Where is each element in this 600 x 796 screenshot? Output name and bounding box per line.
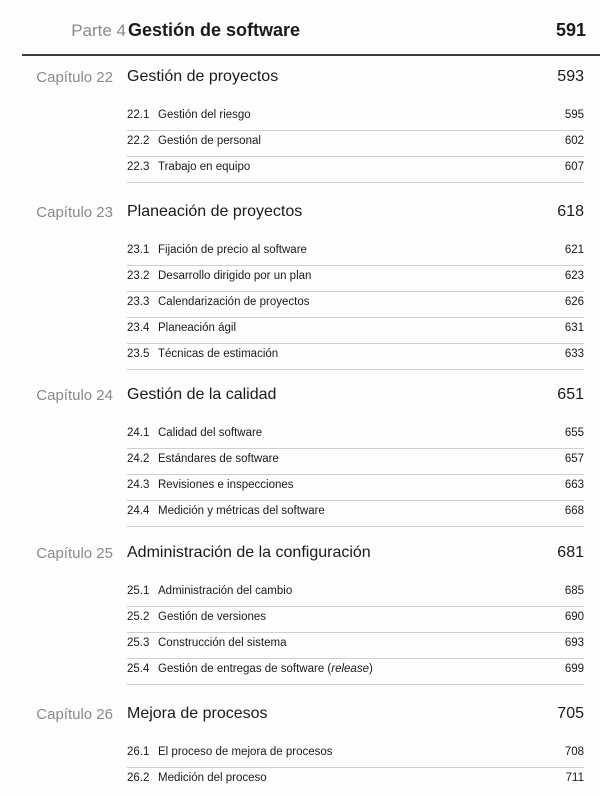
section-number: 23.1 bbox=[127, 244, 150, 256]
chapter-label: Capítulo 25 bbox=[36, 545, 113, 562]
chapter-title: Planeación de proyectos bbox=[127, 203, 303, 220]
section-number: 23.3 bbox=[127, 296, 150, 308]
chapter-page-number: 681 bbox=[557, 544, 584, 561]
toc-entry bbox=[0, 659, 600, 685]
section-title-emphasis: release bbox=[331, 663, 369, 675]
section-title: Calidad del software bbox=[158, 427, 263, 439]
section-page-number: 711 bbox=[565, 772, 584, 784]
toc-entry bbox=[0, 581, 600, 607]
section-title: Gestión de entregas de software (release) bbox=[158, 663, 373, 675]
entry-divider bbox=[127, 182, 584, 183]
section-page-number: 655 bbox=[564, 427, 584, 439]
chapter-label: Capítulo 24 bbox=[36, 387, 113, 404]
section-title: Planeación ágil bbox=[158, 322, 237, 334]
chapter-title: Mejora de procesos bbox=[127, 705, 268, 722]
chapter-26 bbox=[0, 704, 600, 794]
section-title: Fijación de precio al software bbox=[158, 244, 307, 256]
section-title: Calendarización de proyectos bbox=[158, 296, 310, 308]
chapter-title: Administración de la configuración bbox=[127, 544, 371, 561]
entry-divider bbox=[127, 526, 584, 527]
part-page-number: 591 bbox=[555, 20, 586, 40]
section-page-number: 708 bbox=[564, 746, 584, 758]
section-page-number: 623 bbox=[564, 270, 584, 282]
section-page-number: 668 bbox=[564, 505, 584, 517]
toc-entry bbox=[0, 292, 600, 318]
section-title: Construcción del sistema bbox=[158, 637, 287, 649]
chapter-heading bbox=[0, 67, 600, 93]
section-number: 24.1 bbox=[127, 427, 150, 439]
section-page-number: 602 bbox=[564, 135, 584, 147]
section-number: 25.1 bbox=[127, 585, 150, 597]
chapter-24 bbox=[0, 385, 600, 527]
toc-entry bbox=[0, 131, 600, 157]
section-number: 26.2 bbox=[127, 772, 150, 784]
section-number: 22.3 bbox=[127, 161, 150, 173]
section-title: Administración del cambio bbox=[158, 585, 293, 597]
section-title: Medición y métricas del software bbox=[158, 505, 325, 517]
section-number: 22.1 bbox=[127, 109, 150, 121]
section-number: 24.2 bbox=[127, 453, 150, 465]
toc-entry bbox=[0, 105, 600, 131]
section-page-number: 621 bbox=[564, 244, 584, 256]
section-number: 25.3 bbox=[127, 637, 150, 649]
section-page-number: 663 bbox=[564, 479, 584, 491]
section-title: Gestión de personal bbox=[158, 135, 261, 147]
chapter-heading bbox=[0, 202, 600, 228]
section-page-number: 693 bbox=[564, 637, 584, 649]
section-page-number: 626 bbox=[564, 296, 584, 308]
section-title: El proceso de mejora de procesos bbox=[158, 746, 333, 758]
section-number: 24.3 bbox=[127, 479, 150, 491]
section-title-text: Gestión de entregas de software bbox=[158, 663, 325, 675]
toc-entry bbox=[0, 240, 600, 266]
section-page-number: 657 bbox=[564, 453, 584, 465]
chapter-22 bbox=[0, 67, 600, 183]
toc-entry bbox=[0, 607, 600, 633]
part-title: Gestión de software bbox=[128, 20, 301, 40]
chapter-25 bbox=[0, 543, 600, 685]
chapter-label: Capítulo 26 bbox=[36, 706, 113, 723]
section-number: 23.5 bbox=[127, 348, 150, 360]
entry-divider bbox=[127, 369, 584, 370]
chapter-title: Gestión de la calidad bbox=[127, 386, 277, 403]
part-header bbox=[0, 14, 600, 54]
toc-entry bbox=[0, 266, 600, 292]
chapter-heading bbox=[0, 543, 600, 569]
entry-divider bbox=[127, 684, 584, 685]
chapter-title: Gestión de proyectos bbox=[127, 68, 279, 85]
section-page-number: 607 bbox=[564, 161, 584, 173]
section-title: Medición del proceso bbox=[158, 772, 267, 784]
toc-entry bbox=[0, 501, 600, 527]
section-page-number: 595 bbox=[564, 109, 584, 121]
section-page-number: 685 bbox=[564, 585, 584, 597]
section-title: Gestión de versiones bbox=[158, 611, 267, 623]
chapter-page-number: 705 bbox=[557, 705, 584, 722]
toc-entry bbox=[0, 344, 600, 370]
section-number: 22.2 bbox=[127, 135, 150, 147]
section-page-number: 633 bbox=[564, 348, 584, 360]
section-title: Estándares de software bbox=[158, 453, 279, 465]
part-label: Parte 4 bbox=[71, 21, 126, 40]
chapter-page-number: 618 bbox=[557, 203, 584, 220]
section-number: 26.1 bbox=[127, 746, 150, 758]
toc-entry bbox=[0, 449, 600, 475]
section-title: Revisiones e inspecciones bbox=[158, 479, 294, 491]
chapter-label: Capítulo 23 bbox=[36, 204, 113, 221]
part-divider bbox=[22, 54, 600, 56]
toc-entry bbox=[0, 768, 600, 794]
chapter-heading bbox=[0, 704, 600, 730]
toc-entry bbox=[0, 157, 600, 183]
section-number: 25.2 bbox=[127, 611, 150, 623]
section-number: 23.4 bbox=[127, 322, 150, 334]
section-title: Gestión del riesgo bbox=[158, 109, 251, 121]
toc-entry bbox=[0, 742, 600, 768]
chapter-page-number: 651 bbox=[557, 386, 584, 403]
section-title: Desarrollo dirigido por un plan bbox=[158, 270, 312, 282]
chapter-page-number: 593 bbox=[557, 68, 584, 85]
section-number: 23.2 bbox=[127, 270, 150, 282]
chapter-label: Capítulo 22 bbox=[36, 69, 113, 86]
section-page-number: 690 bbox=[564, 611, 584, 623]
section-page-number: 631 bbox=[564, 322, 584, 334]
section-title: Técnicas de estimación bbox=[158, 348, 279, 360]
toc-entry bbox=[0, 475, 600, 501]
toc-entry bbox=[0, 318, 600, 344]
toc-entry bbox=[0, 633, 600, 659]
section-title: Trabajo en equipo bbox=[158, 161, 251, 173]
section-page-number: 699 bbox=[564, 663, 584, 675]
toc-entry bbox=[0, 423, 600, 449]
chapter-23 bbox=[0, 202, 600, 370]
section-number: 24.4 bbox=[127, 505, 150, 517]
chapter-heading bbox=[0, 385, 600, 411]
section-number: 25.4 bbox=[127, 663, 150, 675]
